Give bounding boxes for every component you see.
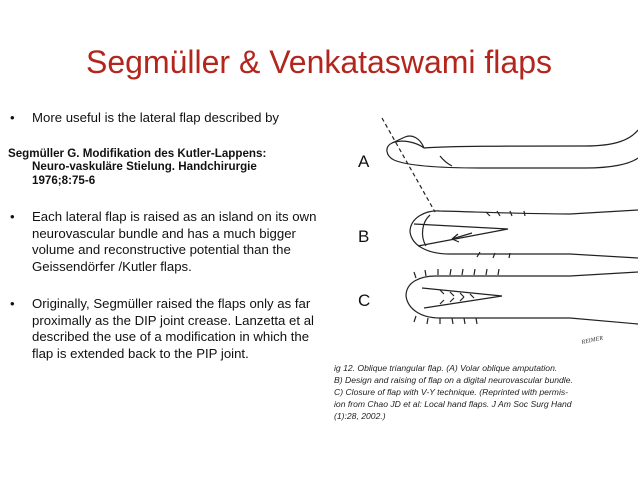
bullet-item [8, 296, 326, 362]
figure-caption [334, 362, 634, 422]
reference-line-1: Segmüller G. Modifikation des Kutler-Lappens: [8, 146, 267, 160]
panel-a-drawing [382, 118, 638, 212]
caption-line: ig 12. Oblique triangular flap. (A) Volar oblique amputation. [334, 363, 558, 373]
reference-line-2: Neuro-vaskuläre Stielung. Handchirurgie [32, 160, 257, 173]
caption-line: B) Design and raising of flap on a digital neurovascular bundle. [334, 375, 573, 385]
bullet-text: Each lateral flap is raised as an island on its own neurovascular bundle and has a much bigger volume and reconstructive potential than the Geissendörfer /Kutler flaps. [32, 209, 317, 274]
panel-b-drawing [410, 210, 638, 258]
bullet-text: More useful is the lateral flap described by [32, 110, 280, 125]
panel-label-c: C [358, 291, 371, 310]
finger-drawings [330, 112, 638, 362]
caption-line: C) Closure of flap with V-Y technique. (Reprinted with permis- [334, 387, 569, 397]
caption-line: (1):28, 2002.) [334, 411, 386, 421]
bullet-dot: • [10, 296, 15, 311]
slide-content [8, 110, 326, 362]
artist-signature: REIMER [581, 335, 604, 346]
bullet-item [8, 110, 326, 127]
caption-line: ion from Chao JD et al: Local hand flaps. J Am Soc Surg Hand [334, 399, 572, 409]
bullet-dot: • [10, 110, 15, 125]
bullet-text: Originally, Segmüller raised the flaps only as far proximally as the DIP joint crease. Lanzetta et al described the use of a modification in which the flap is extended back to the PIP joint. [32, 296, 314, 361]
reference-citation [8, 147, 326, 188]
bullet-item [8, 209, 326, 275]
reference-line-3: 1976;8:75-6 [32, 173, 96, 187]
panel-label-b: B [358, 227, 370, 246]
bullet-dot: • [10, 209, 15, 224]
slide-title: Segmüller & Venkataswami flaps [86, 44, 552, 80]
panel-label-a: A [358, 152, 370, 171]
panel-c-drawing [406, 269, 638, 324]
